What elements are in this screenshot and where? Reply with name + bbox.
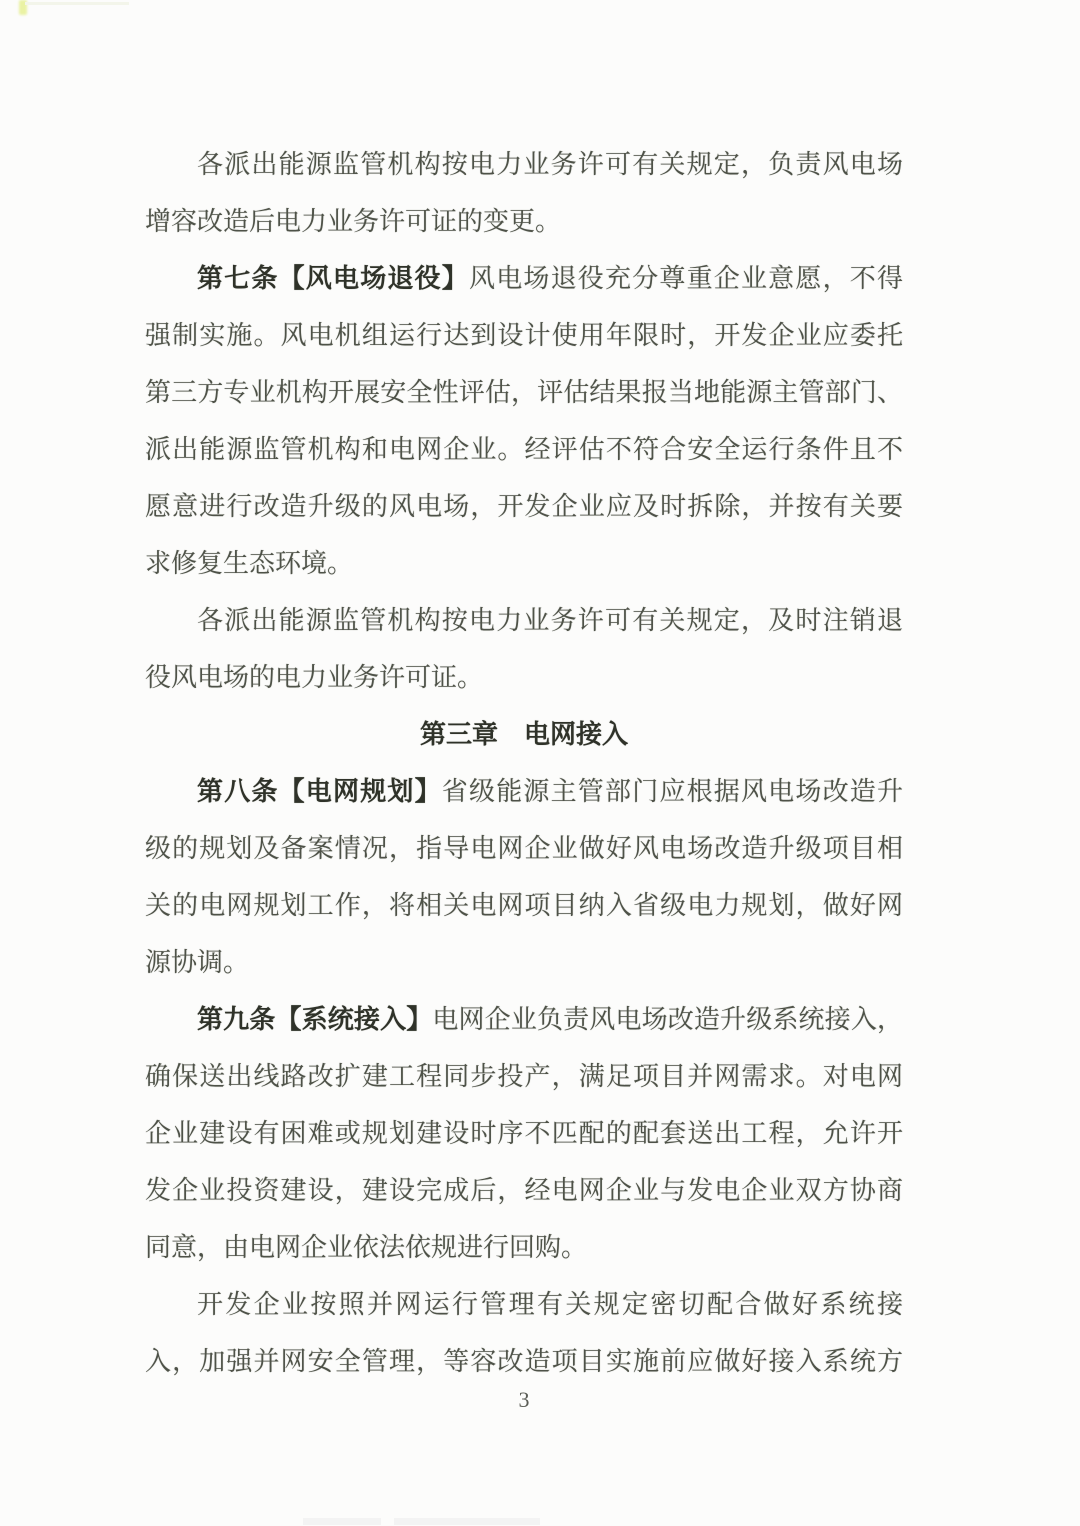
- next-page-text-remnant-right: [394, 1518, 540, 1525]
- text-line: [145, 1276, 903, 1333]
- text-segment: 第三方专业机构开展安全性评估，评估结果报当地能源主管部门、: [145, 378, 903, 407]
- text-segment: 企业建设有困难或规划建设时序不匹配的配套送出工程，允许开: [145, 1119, 903, 1148]
- bold-text-segment: 第八条【电网规划】: [197, 777, 442, 806]
- text-segment: 级的规划及备案情况，指导电网企业做好风电场改造升级项目相: [145, 834, 903, 863]
- text-segment: 增容改造后电力业务许可证的变更。: [145, 207, 562, 236]
- text-segment: 求修复生态环境。: [145, 549, 354, 578]
- text-line: [145, 250, 903, 307]
- text-segment: 源协调。: [145, 948, 250, 977]
- bold-text-segment: 第九条【系统接入】: [197, 1005, 433, 1034]
- text-line: [145, 1219, 903, 1276]
- text-line: [145, 1048, 903, 1105]
- text-line: [145, 991, 903, 1048]
- text-segment: 省级能源主管部门应根据风电场改造升: [441, 777, 903, 806]
- text-line: [145, 307, 903, 364]
- text-segment: 确保送出线路改扩建工程同步投产，满足项目并网需求。对电网: [145, 1062, 903, 1091]
- text-segment: 各派出能源监管机构按电力业务许可有关规定，及时注销退: [197, 606, 903, 635]
- text-segment: 派出能源监管机构和电网企业。经评估不符合安全运行条件且不: [145, 435, 903, 464]
- text-line: [145, 421, 903, 478]
- next-page-text-remnant-left: [303, 1518, 381, 1525]
- text-segment: 开发企业按照并网运行管理有关规定密切配合做好系统接: [197, 1290, 903, 1319]
- text-line: [145, 934, 903, 991]
- text-segment: 关的电网规划工作，将相关电网项目纳入省级电力规划，做好网: [145, 891, 903, 920]
- document-body: [145, 136, 903, 1390]
- text-line: [145, 478, 903, 535]
- text-segment: 役风电场的电力业务许可证。: [145, 663, 484, 692]
- text-line: [145, 1162, 903, 1219]
- text-line: [145, 193, 903, 250]
- text-line: [145, 136, 903, 193]
- chapter-heading: [145, 706, 903, 763]
- text-line: [145, 535, 903, 592]
- text-line: [145, 763, 903, 820]
- text-line: [145, 820, 903, 877]
- bold-text-segment: 第三章 电网接入: [419, 720, 628, 749]
- text-segment: 同意，由电网企业依法依规进行回购。: [145, 1233, 588, 1262]
- text-segment: 愿意进行改造升级的风电场，开发企业应及时拆除，并按有关要: [145, 492, 903, 521]
- text-line: [145, 364, 903, 421]
- text-line: [145, 877, 903, 934]
- text-segment: 各派出能源监管机构按电力业务许可有关规定，负责风电场: [197, 150, 903, 179]
- text-segment: 发企业投资建设，建设完成后，经电网企业与发电企业双方协商: [145, 1176, 903, 1205]
- text-segment: 电网企业负责风电场改造升级系统接入，: [432, 1005, 903, 1034]
- scan-artifact-top-line: [25, 2, 129, 5]
- text-line: [145, 1333, 903, 1390]
- text-segment: 入，加强并网安全管理，等容改造项目实施前应做好接入系统方: [145, 1347, 903, 1376]
- text-line: [145, 592, 903, 649]
- page-number: 3: [518, 1387, 530, 1412]
- text-segment: 风电场退役充分尊重企业意愿，不得: [469, 264, 903, 293]
- text-line: [145, 1105, 903, 1162]
- bold-text-segment: 第七条【风电场退役】: [197, 264, 469, 293]
- text-segment: 强制实施。风电机组运行达到设计使用年限时，开发企业应委托: [145, 321, 903, 350]
- text-line: [145, 649, 903, 706]
